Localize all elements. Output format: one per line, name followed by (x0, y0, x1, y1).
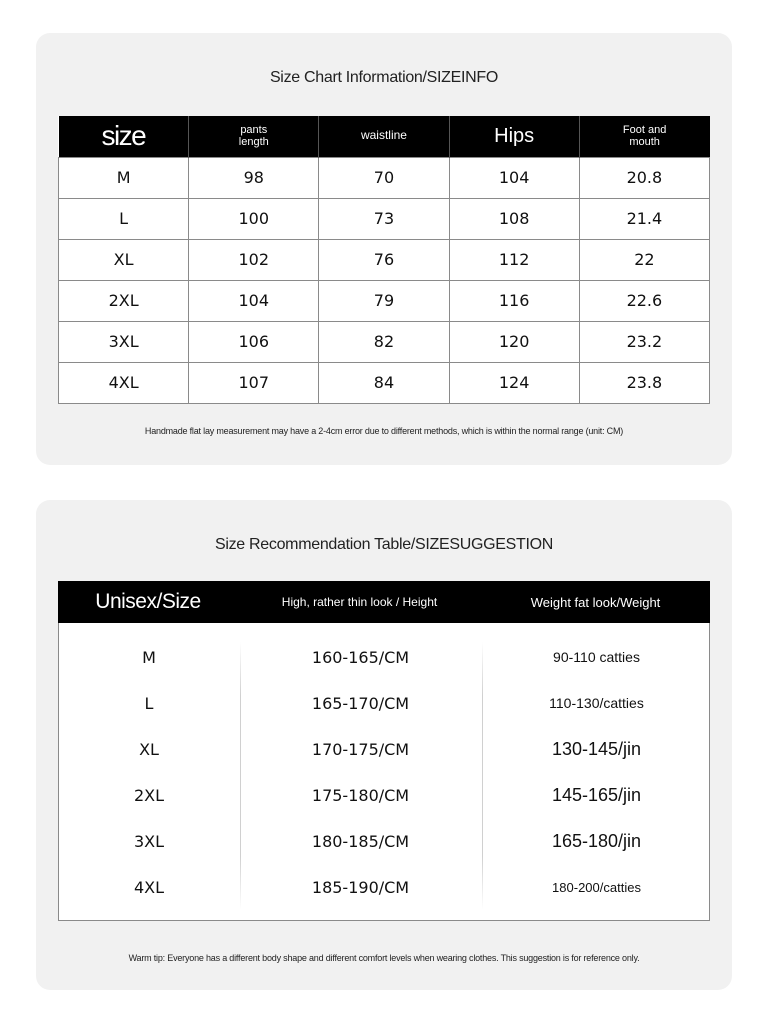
header-size: size (59, 116, 189, 157)
size-recommendation-title: Size Recommendation Table/SIZESUGGESTION (214, 536, 554, 553)
cell-pants-length: 107 (189, 362, 319, 403)
cell-pants-length: 106 (189, 321, 319, 362)
header-weight: Weight fat look/Weight (530, 594, 661, 610)
rec-height: 180-185/CM (311, 831, 410, 851)
header-unisex-size: Unisex/Size (95, 590, 201, 613)
rec-size: 2XL (133, 785, 165, 805)
rec-weight: 180-200/catties (552, 879, 641, 895)
cell-waistline: 79 (319, 280, 449, 321)
cell-waistline: 73 (319, 198, 449, 239)
cell-foot-mouth: 20.8 (579, 157, 709, 198)
cell-size: 2XL (59, 280, 189, 321)
rec-size: XL (139, 739, 159, 759)
rec-height: 175-180/CM (311, 785, 410, 805)
cell-size: 4XL (59, 362, 189, 403)
cell-waistline: 82 (319, 321, 449, 362)
header-hips: Hips (449, 116, 579, 157)
cell-foot-mouth: 23.2 (579, 321, 709, 362)
cell-pants-length: 98 (189, 157, 319, 198)
table-row (59, 239, 710, 280)
table-row (59, 362, 710, 403)
size-chart-table (58, 116, 710, 404)
cell-waistline: 70 (319, 157, 449, 198)
header-height: High, rather thin look / Height (281, 595, 438, 609)
cell-hips: 108 (449, 198, 579, 239)
rec-height: 165-170/CM (311, 693, 410, 713)
cell-waistline: 76 (319, 239, 449, 280)
table-row (59, 680, 711, 726)
rec-weight: 145-165/jin (551, 784, 642, 805)
cell-foot-mouth: 22 (579, 239, 709, 280)
size-recommendation-card (36, 500, 732, 990)
cell-hips: 116 (449, 280, 579, 321)
table-row (59, 321, 710, 362)
header-foot-line2: mouth (629, 136, 660, 149)
cell-size: M (59, 157, 189, 198)
rec-size: M (142, 647, 156, 667)
cell-pants-length: 100 (189, 198, 319, 239)
header-pants-length (189, 116, 319, 157)
table-row (59, 818, 711, 864)
recommendation-header-row (58, 581, 710, 623)
header-pants-line2: length (238, 136, 269, 149)
size-recommendation-note: Warm tip: Everyone has a different body shape and different comfort levels when wearing clothes. This suggestion is for reference only. (128, 953, 640, 963)
rec-size: 3XL (133, 831, 165, 851)
header-foot-line1: Foot and (622, 123, 667, 136)
cell-hips: 124 (449, 362, 579, 403)
cell-size: L (59, 198, 189, 239)
rec-weight: 165-180/jin (551, 830, 642, 851)
table-row (59, 634, 711, 680)
rec-weight: 90-110 catties (553, 649, 640, 665)
size-recommendation-table (58, 581, 710, 921)
rec-size: 4XL (133, 877, 165, 897)
header-pants-line1: pants (240, 123, 268, 136)
size-chart-note: Handmade flat lay measurement may have a 2-4cm error due to different methods, which is within the normal range (unit: CM) (144, 426, 624, 436)
cell-foot-mouth: 23.8 (579, 362, 709, 403)
table-row (59, 864, 711, 910)
table-row (59, 772, 711, 818)
cell-pants-length: 104 (189, 280, 319, 321)
cell-size: XL (59, 239, 189, 280)
cell-pants-length: 102 (189, 239, 319, 280)
table-row (59, 157, 710, 198)
rec-size: L (144, 693, 154, 713)
cell-size: 3XL (59, 321, 189, 362)
table-row (59, 198, 710, 239)
rec-weight: 130-145/jin (551, 738, 642, 759)
header-waistline: waistline (319, 116, 449, 157)
size-chart-title: Size Chart Information/SIZEINFO (269, 69, 499, 86)
cell-hips: 120 (449, 321, 579, 362)
table-row (59, 280, 710, 321)
cell-waistline: 84 (319, 362, 449, 403)
cell-hips: 112 (449, 239, 579, 280)
rec-height: 160-165/CM (311, 647, 410, 667)
size-chart-card (36, 33, 732, 465)
rec-height: 185-190/CM (311, 877, 410, 897)
cell-hips: 104 (449, 157, 579, 198)
cell-foot-mouth: 21.4 (579, 198, 709, 239)
header-foot-mouth (579, 116, 709, 157)
table-row (59, 726, 711, 772)
rec-height: 170-175/CM (311, 739, 410, 759)
cell-foot-mouth: 22.6 (579, 280, 709, 321)
rec-weight: 110-130/catties (549, 695, 644, 711)
size-chart-header-row (59, 116, 710, 157)
